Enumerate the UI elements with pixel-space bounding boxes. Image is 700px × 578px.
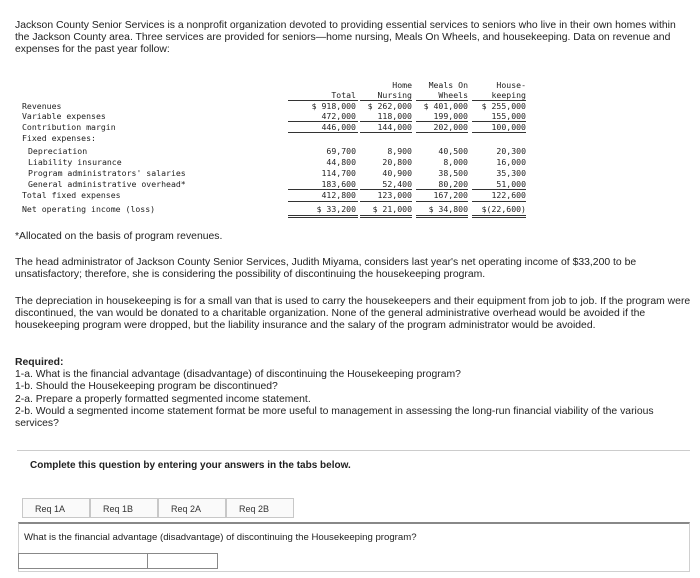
required-section xyxy=(15,357,691,430)
header-house: House- xyxy=(496,80,526,90)
intro-paragraph: Jackson County Senior Services is a nonprofit organization devoted to providing essential services to seniors who live in their own homes within the Jackson County area. Three services are provided for seniors—home nursing, Meals On Wheels, and housekeeping. Data on revenue and expenses for the past year follow: xyxy=(15,20,676,56)
header-meals: Meals On xyxy=(428,80,468,90)
table-row: Revenues $ 918,000 $ 262,000 $ 401,000 $ 255,000 xyxy=(22,101,526,111)
paragraph-2: The depreciation in housekeeping is for a small van that is used to carry the housekeepers and their equipment from job to job. If the program were discontinued, the van would be donated to a charitable organization. None of the general administrative overhead would be avoided if the housekeeping program were dropped, but the liability insurance and the salary of the program administrator would be avoided. xyxy=(15,296,691,332)
header-total: Total xyxy=(331,90,356,100)
required-heading: Required: xyxy=(15,357,64,368)
tab-req-1b[interactable]: Req 1B xyxy=(90,498,158,518)
tab-req-1a[interactable]: Req 1A xyxy=(22,498,90,518)
answer-row xyxy=(18,553,218,569)
header-home: Home xyxy=(392,80,412,90)
paragraph-1: The head administrator of Jackson County Senior Services, Judith Miyama, considers last year's net operating income of $33,200 to be unsatisfactory; therefore, she is considering the possibility of discontinuing the housekeeping program. xyxy=(15,257,637,281)
table-row: Net operating income (loss) $ 33,200 $ 21,000 $ 34,800 $(22,600) xyxy=(22,204,526,214)
instruction-text: Complete this question by entering your answers in the tabs below. xyxy=(30,460,351,471)
required-item: 2-b. Would a segmented income statement format be more useful to management in assessing the long-run financial viability of the various services? xyxy=(15,405,654,430)
required-item: 1-b. Should the Housekeeping program be discontinued? xyxy=(15,381,278,393)
footnote: *Allocated on the basis of program revenues. xyxy=(15,231,223,242)
table-row: Liability insurance 44,800 20,800 8,000 16,000 xyxy=(28,157,526,167)
required-item: 1-a. What is the financial advantage (disadvantage) of discontinuing the Housekeeping program? xyxy=(15,369,461,381)
question-text: What is the financial advantage (disadvantage) of discontinuing the Housekeeping program? xyxy=(24,532,417,543)
req-tabs xyxy=(22,498,294,520)
table-row: Contribution margin 446,000 144,000 202,000 100,000 xyxy=(22,122,526,132)
table-row: Program administrators' salaries 114,700 40,900 38,500 35,300 xyxy=(28,168,526,178)
table-row: Variable expenses 472,000 118,000 199,000 155,000 xyxy=(22,111,526,121)
table-row: Fixed expenses: xyxy=(22,133,96,143)
header-wheels: Wheels xyxy=(438,90,468,100)
required-item: 2-a. Prepare a properly formatted segmented income statement. xyxy=(15,393,311,405)
header-nursing: Nursing xyxy=(377,90,412,100)
answer-input[interactable] xyxy=(148,553,218,569)
tab-req-2a[interactable]: Req 2A xyxy=(158,498,226,518)
table-row: Total fixed expenses 412,800 123,000 167,200 122,600 xyxy=(22,190,526,200)
tab-req-2b[interactable]: Req 2B xyxy=(226,498,294,518)
answer-label-cell xyxy=(18,553,148,569)
table-row: Depreciation 69,700 8,900 40,500 20,300 xyxy=(28,146,526,156)
header-keeping: keeping xyxy=(491,90,526,100)
table-row: General administrative overhead* 183,600 52,400 80,200 51,000 xyxy=(28,179,526,189)
